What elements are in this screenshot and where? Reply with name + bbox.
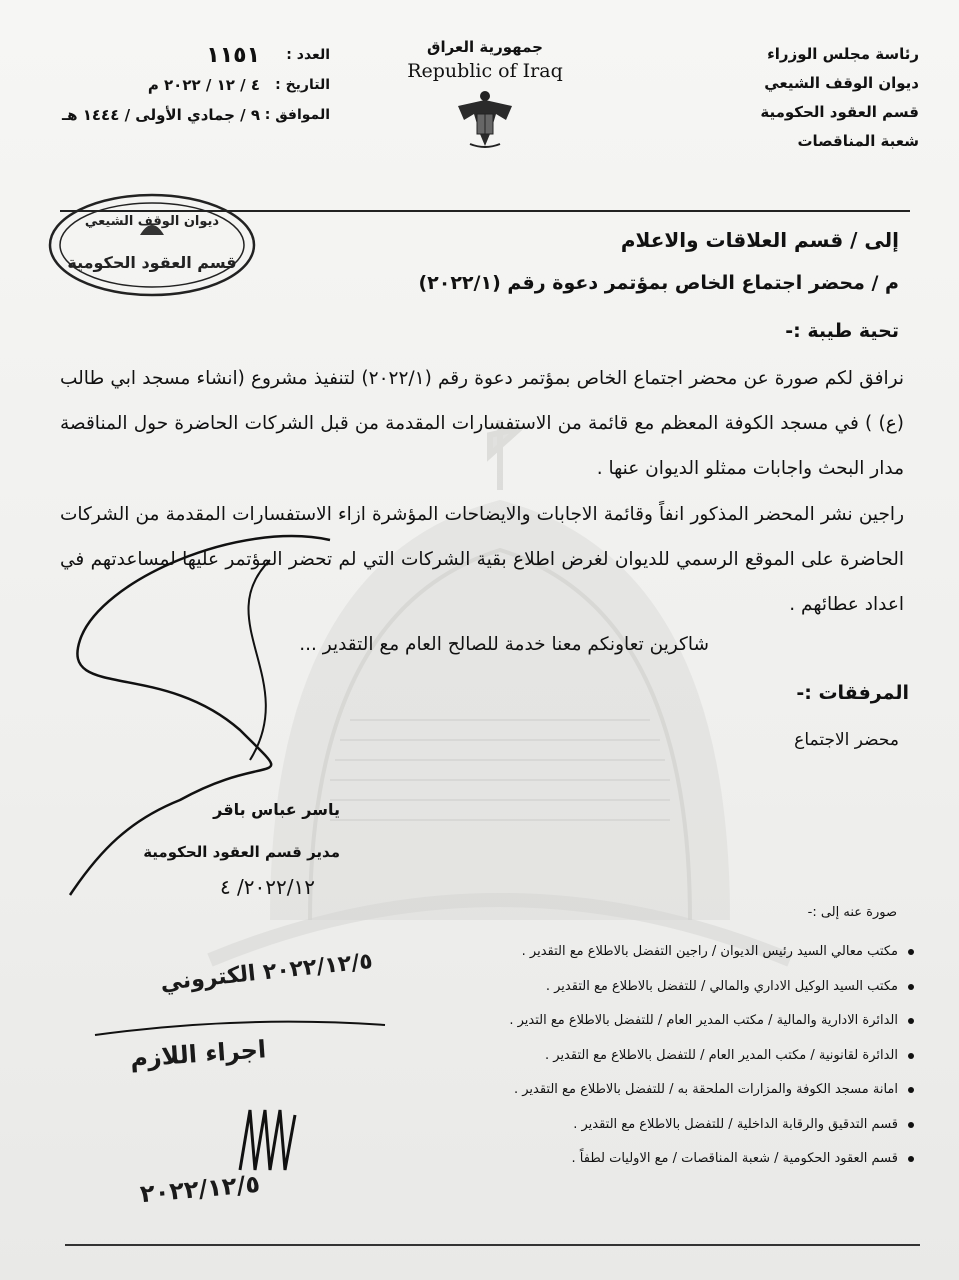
signatory-title: مدير قسم العقود الحكومية [143, 843, 340, 861]
bullet-icon [908, 1156, 914, 1162]
header-line-2: ديوان الوقف الشيعي [764, 74, 919, 92]
republic-header [395, 38, 575, 158]
number-label: العدد : [286, 47, 330, 63]
handwritten-underline [90, 1010, 390, 1040]
subject: م / محضر اجتماع الخاص بمؤتمر دعوة رقم (٢٠٢٢/١) [418, 272, 899, 294]
initials-scribble [230, 1100, 310, 1180]
bullet-icon [908, 1087, 914, 1093]
iraq-eagle-emblem-icon [450, 84, 520, 154]
addressee: إلى / قسم العلاقات والاعلام [620, 228, 899, 252]
cc-item: الدائرة الادارية والمالية / مكتب المدير العام / للتفضل بالاطلاع مع التدير . [394, 1004, 914, 1039]
hijri-value: ٩ / جمادي الأولى / ١٤٤٤ هـ [62, 106, 260, 124]
handwritten-note-1: ٢٠٢٢/١٢/٥ الكتروني [159, 948, 374, 997]
cc-item: مكتب السيد الوكيل الاداري والمالي / للتفضل بالاطلاع مع التقدير . [394, 970, 914, 1005]
stamp-text-bottom: قسم العقود الحكومية [67, 253, 237, 272]
cc-item: مكتب معالي السيد رئيس الديوان / راجين التفضل بالاطلاع مع التقدير . [394, 935, 914, 970]
closing: شاكرين تعاونكم معنا خدمة للصالح العام مع التقدير ... [299, 634, 709, 655]
signature-date: ٢٠٢٢/١٢/ ٤ [219, 875, 315, 899]
stamp-text-top: ديوان الوقف الشيعي [84, 214, 220, 229]
hijri-label: الموافق : [264, 107, 330, 123]
bullet-icon [908, 949, 914, 955]
signature-scribble [40, 500, 360, 900]
bullet-icon [908, 984, 914, 990]
number-value: ١١٥١ [206, 42, 260, 68]
header-line-4: شعبة المناقصات [797, 132, 919, 150]
official-stamp [45, 190, 260, 300]
cc-title: صورة عنه إلى :- [807, 905, 897, 920]
bullet-icon [908, 1018, 914, 1024]
bullet-icon [908, 1122, 914, 1128]
footer-divider [65, 1244, 920, 1246]
paragraph-2: راجين نشر المحضر المذكور انفاً وقائمة الاجابات والايضاحات المؤشرة ازاء الاستفسارات المقدمة من الشركات الحاضرة على الموقع الرسمي للديوان لغرض اطلاع بقية الشركات التي لم تحضر المؤتمر عليها لمساعدتهم في اعداد عطائهم . [60, 504, 904, 615]
republic-arabic: جمهورية العراق [427, 38, 543, 56]
cc-item: قسم التدقيق والرقابة الداخلية / للتفضل بالاطلاع مع التقدير . [394, 1108, 914, 1143]
cc-item: امانة مسجد الكوفة والمزارات الملحقة به / للتفضل بالاطلاع مع التقدير . [394, 1073, 914, 1108]
greeting: تحية طيبة :- [785, 320, 899, 342]
ministry-header [689, 40, 919, 156]
header-line-3: قسم العقود الحكومية [760, 103, 919, 121]
handwritten-note-3: ٢٠٢٢/١٢/٥ [139, 1169, 262, 1209]
attachments-title: المرفقات :- [796, 682, 909, 704]
paragraph-1: نرافق لكم صورة عن محضر اجتماع الخاص بمؤتمر دعوة رقم (٢٠٢٢/١) لتنفيذ مشروع (انشاء مسجد ابي طالب (ع) ) في مسجد الكوفة المعظم مع قائمة من الاستفسارات المقدمة من قبل الشركات الحاضرة حول المناقصة مدار البحث واجابات ممثلو الديوان عنها . [60, 368, 904, 479]
attachment-item: محضر الاجتماع [794, 730, 899, 750]
header-divider [60, 210, 910, 212]
date-label: التاريخ : [275, 77, 330, 93]
cc-list [394, 935, 914, 1177]
header-line-1: رئاسة مجلس الوزراء [767, 45, 919, 63]
cc-item: الدائرة لقانونية / مكتب المدير العام / للتفضل بالاطلاع مع التقدير . [394, 1039, 914, 1074]
date-value: ٤ / ١٢ / ٢٠٢٢ م [147, 76, 260, 94]
signatory-name: ياسر عباس باقر [213, 800, 340, 819]
handwritten-note-2: اجراء اللازم [129, 1035, 267, 1073]
cc-item: قسم العقود الحكومية / شعبة المناقصات / مع الاوليات لطفاً . [394, 1142, 914, 1177]
bullet-icon [908, 1053, 914, 1059]
republic-english: Republic of Iraq [407, 60, 563, 82]
reference-block [50, 40, 330, 130]
